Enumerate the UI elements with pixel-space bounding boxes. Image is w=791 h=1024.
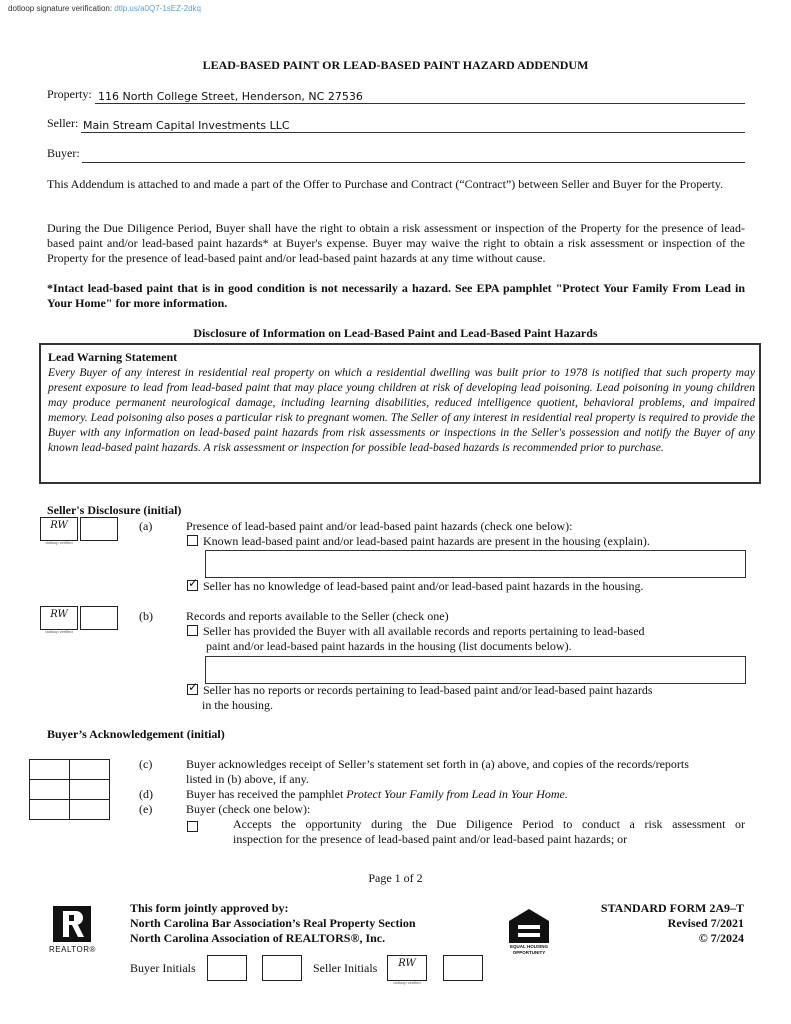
disclosure-heading: Disclosure of Information on Lead-Based Paint and Lead-Based Paint Hazards [193, 326, 598, 340]
property-label: Property: [47, 87, 92, 101]
seller-initial-b-meta: dotloop verified [45, 629, 73, 634]
buyer-initial-c-2[interactable] [69, 759, 110, 780]
buyer-initials-label: Buyer Initials [130, 961, 196, 975]
buyer-initial-e-2[interactable] [69, 799, 110, 820]
accepts-opportunity-l1: Accepts the opportunity during the Due Diligence Period to conduct a risk assessment or [233, 817, 745, 831]
signature-verification [8, 4, 201, 13]
item-b-text: Records and reports available to the Seller (check one) [186, 609, 449, 623]
due-diligence-paragraph: During the Due Diligence Period, Buyer shall have the right to obtain a risk assessment or inspection of the Property for the presence of lead-based paint and/or lead-based paint hazards* at Buyer's expense. Buyer may waive the right to obtain a risk assessment or inspection of the Property for the presence of lead-based paint and/or lead-based paint hazards at any time without cause. [47, 221, 745, 265]
buyer-initial-d-2[interactable] [69, 779, 110, 800]
no-records-label-l2: in the housing. [202, 698, 273, 712]
known-hazards-label: Known lead-based paint and/or lead-based paint hazards are present in the housing (explain). [203, 534, 650, 548]
approved-line-3: North Carolina Association of REALTORS®, Inc. [130, 931, 386, 945]
property-value[interactable]: 116 North College Street, Henderson, NC 27536 [98, 90, 363, 103]
buyer-line[interactable] [82, 146, 745, 163]
item-b-option-no-records [187, 683, 653, 698]
footer-buyer-initial-2[interactable] [262, 955, 302, 981]
page-number: Page 1 of 2 [368, 871, 423, 885]
item-a-option-no-knowledge [187, 579, 644, 594]
seller-initial-a-meta: dotloop verified [45, 540, 73, 545]
item-d-label: (d) [139, 787, 153, 801]
intact-paint-note: *Intact lead-based paint that is in good condition is not necessarily a hazard. See EPA pamphlet "Protect Your Family From Lead in Your Home" for more information. [47, 281, 745, 310]
records-provided-checkbox[interactable] [187, 625, 198, 636]
no-knowledge-label: Seller has no knowledge of lead-based paint and/or lead-based paint hazards in the housing. [203, 579, 644, 593]
pamphlet-title: Protect Your Family from Lead in Your Home. [346, 787, 568, 801]
footer-buyer-initial-1[interactable] [207, 955, 247, 981]
seller-initial-b[interactable]: RW [40, 606, 78, 630]
accepts-checkbox-wrap [187, 818, 203, 836]
no-records-label-l1: Seller has no reports or records pertaining to lead-based paint and/or lead-based paint hazards [203, 683, 653, 697]
seller-value[interactable]: Main Stream Capital Investments LLC [83, 119, 290, 132]
records-provided-label-l2: paint and/or lead-based paint hazards in the housing (list documents below). [206, 639, 572, 653]
item-e-label: (e) [139, 802, 153, 816]
accepts-opportunity-checkbox[interactable] [187, 821, 198, 832]
form-number: STANDARD FORM 2A9–T [600, 901, 744, 915]
item-c-label: (c) [139, 757, 153, 771]
seller-initials-label: Seller Initials [313, 961, 378, 975]
seller-initial-a-second[interactable] [80, 517, 118, 541]
addendum-intro: This Addendum is attached to and made a part of the Offer to Purchase and Contract (“Contract”) between Seller and Buyer for the Property. [47, 177, 724, 191]
footer-seller-initial-1[interactable]: RW [387, 955, 427, 981]
approved-by [130, 901, 416, 946]
item-b-option-provided [187, 624, 645, 639]
item-d-text [186, 787, 568, 802]
form-copyright: © 7/2024 [698, 931, 744, 945]
eho-text: EQUAL HOUSING OPPORTUNITY [510, 944, 548, 955]
item-a-label: (a) [139, 519, 153, 533]
no-records-checkbox[interactable] [187, 684, 198, 695]
buyer-initial-e-1[interactable] [29, 799, 70, 820]
accepts-opportunity-l2: inspection for the presence of lead-based paint and/or lead-based paint hazards; or [233, 832, 628, 846]
form-revised: Revised 7/2021 [667, 916, 744, 930]
footer-seller-initial-2[interactable] [443, 955, 483, 981]
lead-warning-text: Every Buyer of any interest in residential real property on which a residential dwelling was built prior to 1978 is notified that such property may present exposure to lead from lead-based paint that may place young children at risk of developing lead poisoning. Lead poisoning in young children may produce permanent neurological damage, including learning disabilities, reduced intelligence quotient, behavioral problems, and impaired memory. Lead poisoning also poses a particular risk to pregnant women. The Seller of any interest in residential real property is required to provide the Buyer with any information on lead-based paint hazards from risk assessments or inspections in the Seller's possession and notify the Buyer of any known lead-based paint hazards. A risk assessment or inspection for possible lead-based hazards is recommended prior to purchase. [48, 366, 755, 454]
no-knowledge-checkbox[interactable] [187, 580, 198, 591]
realtor-logo-text: REALTOR® [49, 945, 96, 954]
buyer-initials-grid [30, 760, 110, 820]
approved-line-1: This form jointly approved by: [130, 901, 289, 915]
buyer-initial-d-1[interactable] [29, 779, 70, 800]
form-info [601, 901, 744, 946]
seller-initial-a[interactable]: RW [40, 517, 78, 541]
buyer-initial-c-1[interactable] [29, 759, 70, 780]
item-d-text-pre: Buyer has received the pamphlet [186, 787, 347, 801]
buyer-field [47, 145, 745, 163]
seller-disclosure-heading: Seller's Disclosure (initial) [47, 503, 182, 517]
seller-initial-b-second[interactable] [80, 606, 118, 630]
seller-field [47, 115, 745, 133]
verification-link[interactable]: dtlp.us/a0Q7-1sEZ-2dkq [114, 4, 202, 13]
item-c-text-l1: Buyer acknowledges receipt of Seller’s statement set forth in (a) above, and copies of the records/reports [186, 757, 689, 771]
approved-line-2: North Carolina Bar Association’s Real Property Section [130, 916, 416, 930]
footer-seller-initial-meta: dotloop verified [393, 980, 421, 985]
item-c-text-l2: listed in (b) above, if any. [186, 772, 309, 786]
item-e-text: Buyer (check one below): [186, 802, 311, 816]
item-a-option-known [187, 534, 650, 549]
buyer-label: Buyer: [47, 146, 80, 160]
document-title: LEAD-BASED PAINT OR LEAD-BASED PAINT HAZARD ADDENDUM [202, 58, 589, 72]
records-provided-label-l1: Seller has provided the Buyer with all available records and reports pertaining to lead-based [203, 624, 645, 638]
explain-textbox[interactable] [205, 550, 746, 578]
lead-warning-title: Lead Warning Statement [48, 350, 178, 364]
documents-textbox[interactable] [205, 656, 746, 684]
buyer-ack-heading: Buyer’s Acknowledgement (initial) [47, 727, 225, 741]
property-field [47, 86, 745, 104]
item-b-label: (b) [139, 609, 153, 623]
known-hazards-checkbox[interactable] [187, 535, 198, 546]
seller-label: Seller: [47, 116, 79, 130]
item-a-text: Presence of lead-based paint and/or lead-based paint hazards (check one below): [186, 519, 573, 533]
verification-label: dotloop signature verification: [8, 4, 113, 13]
